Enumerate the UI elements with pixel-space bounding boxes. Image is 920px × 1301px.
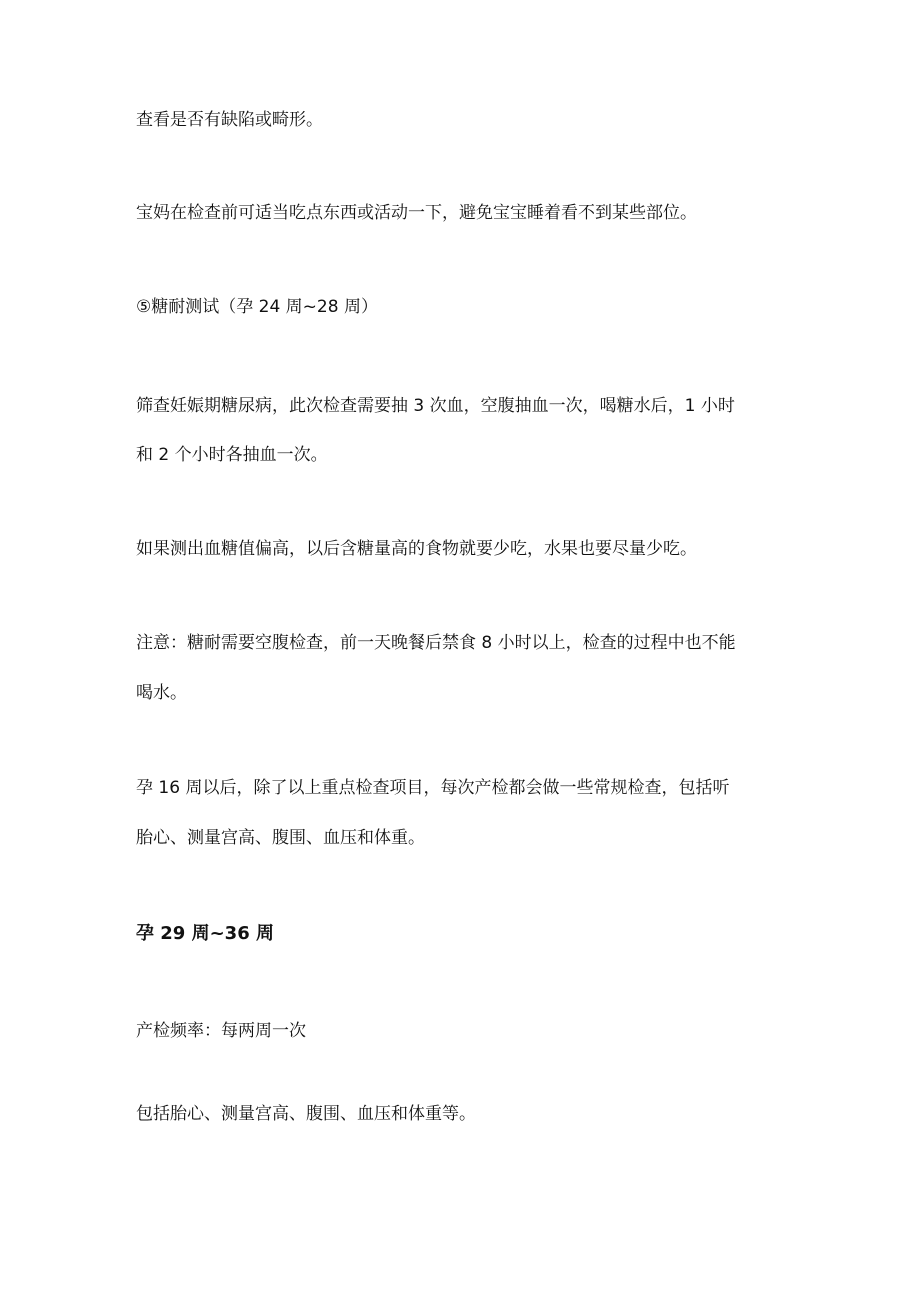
section-heading-week-29-36: 孕 29 周~36 周 <box>136 923 274 944</box>
paragraph-high-blood-sugar: 如果测出血糖值偏高，以后含糖量高的食物就要少吃，水果也要尽量少吃。 <box>136 539 697 559</box>
paragraph-defect-check: 查看是否有缺陷或畸形。 <box>136 110 323 130</box>
paragraph-eat-before-exam: 宝妈在检查前可适当吃点东西或活动一下，避免宝宝睡着看不到某些部位。 <box>136 203 697 223</box>
paragraph-exam-frequency: 产检频率：每两周一次 <box>136 1021 306 1041</box>
paragraph-included-checks: 包括胎心、测量宫高、腹围、血压和体重等。 <box>136 1104 476 1124</box>
paragraph-routine-checks-line1: 孕 16 周以后，除了以上重点检查项目，每次产检都会做一些常规检查，包括听 <box>136 778 730 798</box>
paragraph-glucose-test-title: ⑤糖耐测试（孕 24 周~28 周） <box>136 297 378 317</box>
paragraph-routine-checks-line2: 胎心、测量宫高、腹围、血压和体重。 <box>136 828 425 848</box>
paragraph-note-fasting-line2: 喝水。 <box>136 683 187 703</box>
paragraph-glucose-screening-line2: 和 2 个小时各抽血一次。 <box>136 445 328 465</box>
paragraph-note-fasting-line1: 注意：糖耐需要空腹检查，前一天晚餐后禁食 8 小时以上，检查的过程中也不能 <box>136 633 736 653</box>
paragraph-glucose-screening-line1: 筛查妊娠期糖尿病，此次检查需要抽 3 次血，空腹抽血一次，喝糖水后，1 小时 <box>136 396 735 416</box>
